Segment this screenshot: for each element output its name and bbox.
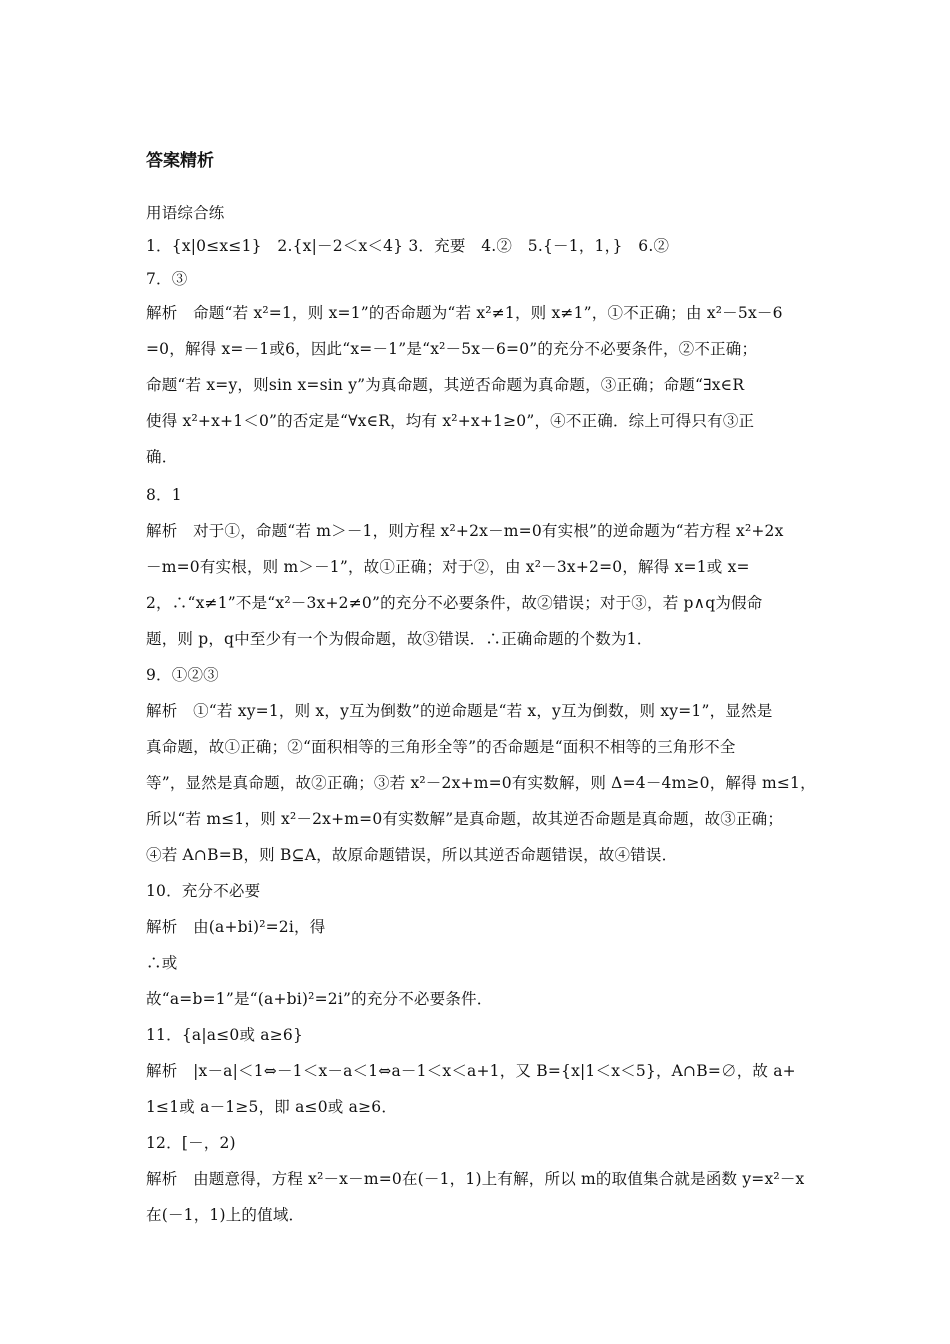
text-line: 1≤1或 a－1≥5，即 a≤0或 a≥6．	[146, 1098, 398, 1116]
text-line: 命题“若 x=y，则sin x=sin y”为真命题，其逆否命题为真命题，③正确；命题“∃x∈R	[146, 376, 745, 394]
text-line: 在(－1，1)上的值域．	[146, 1206, 305, 1224]
answer-title: 答案精析	[146, 151, 214, 171]
text-line: 用语综合练	[146, 204, 225, 222]
text-line: 等”，显然是真命题，故②正确；③若 x²－2x+m=0有实数解，则 Δ=4－4m≥0，解得 m≤1，	[146, 774, 816, 792]
text-line: 解析 由题意得，方程 x²－x－m=0在(－1，1)上有解，所以 m的取值集合就是函数 y=x²－x	[146, 1170, 805, 1188]
text-line: ∴或	[146, 954, 178, 972]
text-line: =0，解得 x=－1或6，因此“x=－1”是“x²－5x－6=0”的充分不必要条件，②不正确；	[146, 340, 758, 358]
text-line: 所以“若 m≤1，则 x²－2x+m=0有实数解”是真命题，故其逆否命题是真命题，故③正确；	[146, 810, 784, 828]
text-line: 解析 ①“若 xy=1，则 x，y互为倒数”的逆命题是“若 x，y互为倒数，则 xy=1”，显然是	[146, 702, 773, 720]
text-line: 8．1	[146, 486, 182, 504]
text-line: 1．{x|0≤x≤1} 2.{x|－2＜x＜4} 3．充要 4.② 5.{－1，1，} 6.②	[146, 237, 670, 255]
text-line: 真命题，故①正确；②“面积相等的三角形全等”的否命题是“面积不相等的三角形不全	[146, 738, 736, 756]
text-line: ④若 A∩B=B，则 B⊆A，故原命题错误，所以其逆否命题错误，故④错误．	[146, 846, 678, 864]
text-line: 11．{a|a≤0或 a≥6}	[146, 1026, 304, 1044]
text-line: 7．③	[146, 270, 188, 288]
text-line: 故“a=b=1”是“(a+bi)²=2i”的充分不必要条件．	[146, 990, 493, 1008]
text-line: 10．充分不必要	[146, 882, 261, 900]
text-line: 9．①②③	[146, 666, 219, 684]
text-line: 使得 x²+x+1＜0”的否定是“∀x∈R，均有 x²+x+1≥0”，④不正确．综上可得只有③正	[146, 412, 755, 430]
text-line: 确．	[146, 448, 178, 466]
text-line: 2，∴“x≠1”不是“x²－3x+2≠0”的充分不必要条件，故②错误；对于③，若 p∧q为假命	[146, 594, 763, 612]
text-line: －m=0有实根，则 m＞－1”，故①正确；对于②，由 x²－3x+2=0，解得 x=1或 x=	[146, 558, 750, 576]
text-line: 解析 对于①，命题“若 m＞－1，则方程 x²+2x－m=0有实根”的逆命题为“若方程 x²+2x	[146, 522, 784, 540]
text-line: 解析 |x－a|＜1⇔－1＜x－a＜1⇔a－1＜x＜a+1，又 B={x|1＜x＜5}，A∩B=∅，故 a+	[146, 1062, 796, 1080]
text-line: 解析 由(a+bi)²=2i，得	[146, 918, 326, 936]
text-line: 12．[－，2)	[146, 1134, 236, 1152]
text-line: 题，则 p，q中至少有一个为假命题，故③错误．∴正确命题的个数为1．	[146, 630, 653, 648]
text-line: 解析 命题“若 x²=1，则 x=1”的否命题为“若 x²≠1，则 x≠1”，①不正确；由 x²－5x－6	[146, 304, 783, 322]
